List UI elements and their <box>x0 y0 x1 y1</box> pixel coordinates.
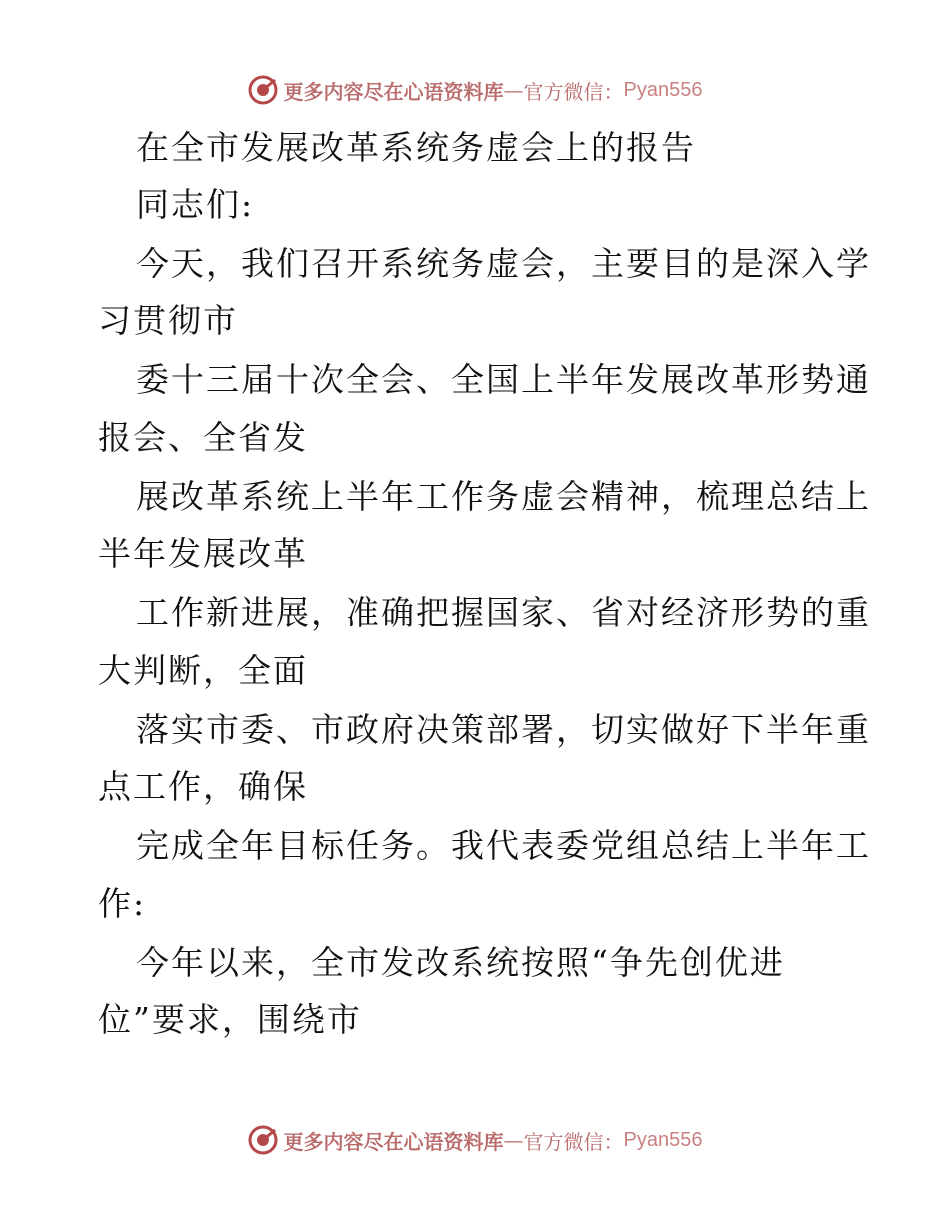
header-banner <box>0 70 950 110</box>
footer-wechat-id: Pyan556 <box>623 1128 703 1151</box>
footer-wechat-label: 官方微信： <box>523 1129 624 1154</box>
header-wechat-id: Pyan556 <box>623 78 703 101</box>
paragraph-line: 委十三届十次全会、全国上半年发展改革形势通 <box>136 360 871 399</box>
paragraph-line: 位”要求，围绕市 <box>98 1000 362 1039</box>
paragraph-line: 半年发展改革 <box>98 534 308 573</box>
paragraph-line: 作: <box>98 884 147 923</box>
footer-separator: — <box>503 1128 524 1152</box>
header-banner-text: 更多内容尽在心语资料库 <box>283 79 504 104</box>
header-wechat-label: 官方微信： <box>523 79 624 104</box>
paragraph-line: 大判断，全面 <box>98 651 308 690</box>
salutation: 同志们: <box>136 185 255 224</box>
brand-logo-icon <box>248 75 278 105</box>
document-title: 在全市发展改革系统务虚会上的报告 <box>136 128 696 167</box>
paragraph-line: 展改革系统上半年工作务虚会精神，梳理总结上 <box>136 477 871 516</box>
paragraph-line: 习贯彻市 <box>98 301 238 340</box>
paragraph-line: 今天，我们召开系统务虚会，主要目的是深入学 <box>136 244 871 283</box>
footer-banner <box>0 1120 950 1160</box>
paragraph-line: 落实市委、市政府决策部署，切实做好下半年重 <box>136 710 871 749</box>
paragraph-line: 点工作，确保 <box>98 767 308 806</box>
paragraph-line: 报会、全省发 <box>98 418 308 457</box>
footer-banner-text: 更多内容尽在心语资料库 <box>283 1129 504 1154</box>
paragraph-line: 完成全年目标任务。我代表委党组总结上半年工 <box>136 826 871 865</box>
paragraph-line: 工作新进展，准确把握国家、省对经济形势的重 <box>136 593 871 632</box>
brand-logo-icon <box>248 1125 278 1155</box>
header-separator: — <box>503 78 524 102</box>
paragraph-line: 今年以来，全市发改系统按照“争先创优进 <box>136 943 785 982</box>
